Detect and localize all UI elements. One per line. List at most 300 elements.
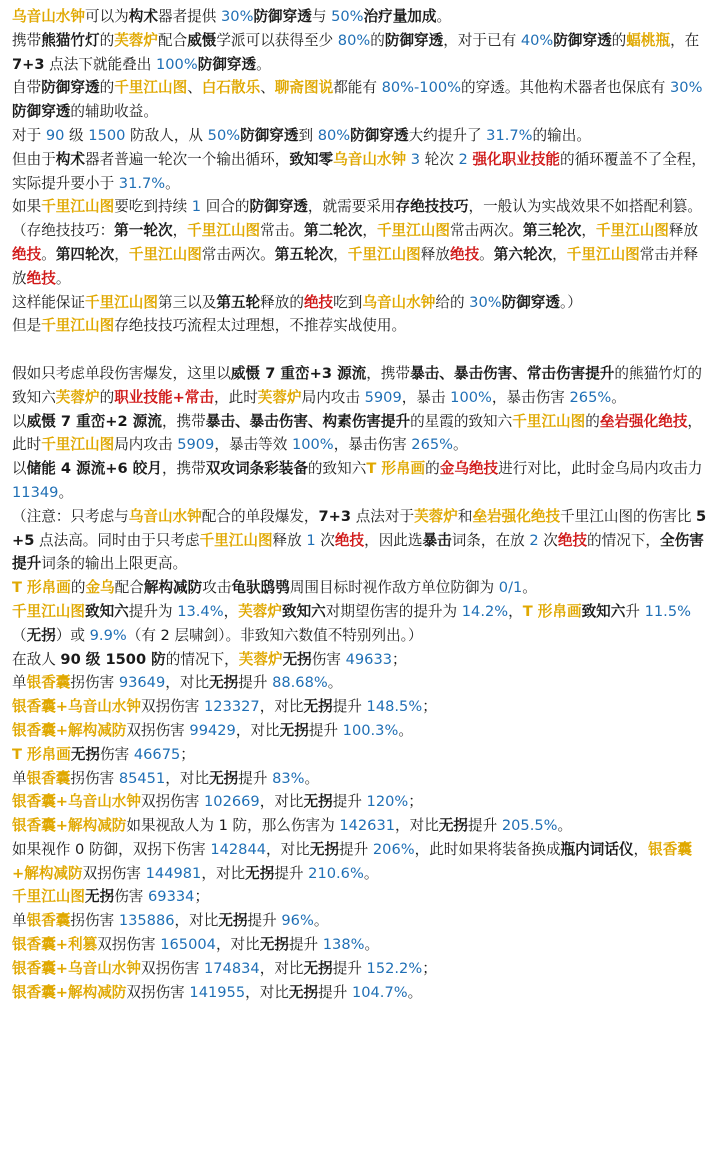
plain-text: 伤害 [311, 650, 346, 668]
number-value: 138% [322, 936, 365, 954]
bold-term: 构术 [128, 8, 158, 25]
bold-term: 全伤害提升 [12, 531, 704, 573]
plain-text: 。 [55, 269, 71, 287]
plain-text: ； [408, 793, 423, 811]
plain-text: ，暴击伤害 [333, 436, 412, 454]
text-line [12, 124, 712, 148]
bold-term: 无拐 [84, 888, 115, 906]
bold-term: 无拐 [259, 936, 289, 954]
plain-text: ，携带 [161, 460, 206, 478]
text-line [12, 362, 712, 410]
item-name: 银香囊+利篡 [12, 936, 98, 954]
plain-text: 假如只考虑单段伤害爆发，这里以 [12, 364, 231, 382]
text-line [12, 981, 712, 1005]
bold-term: 防御穿透 [12, 103, 71, 121]
plain-text: 、 [187, 79, 202, 97]
plain-text: 单 [12, 769, 27, 787]
plain-text: ，对比 [245, 983, 289, 1001]
skill-name: 垒岩强化绝技 [599, 412, 688, 430]
bold-term: 无拐 [438, 817, 469, 835]
plain-text: ，暴击等效 [214, 436, 292, 454]
bold-term: 5+5 [12, 507, 707, 549]
bold-term: 治疗量加成 [363, 8, 437, 25]
plain-text: 常击两次。 [449, 222, 523, 240]
bold-term: 无拐 [279, 721, 309, 739]
bold-term: 第二轮次 [303, 222, 363, 240]
plain-text: 配合的单段爆发， [201, 507, 319, 525]
number-value: 142631 [339, 817, 396, 835]
plain-text: 这样能保证 [12, 293, 85, 311]
plain-text: ，对比 [165, 769, 210, 787]
plain-text: ，就需要采用 [307, 198, 396, 216]
bold-term: 威慑 [187, 31, 217, 49]
text-line [12, 195, 712, 219]
text-line [12, 814, 712, 838]
item-name: 白石散乐 [201, 79, 261, 97]
number-value: 120% [366, 793, 409, 811]
text-line [12, 600, 712, 648]
bold-term: 致知六 [581, 602, 626, 620]
bold-term: 构术 [55, 150, 85, 168]
bold-term: 暴击、暴击伤害、构素伤害提升 [205, 412, 411, 430]
plain-text: 释放 [272, 531, 307, 549]
item-name: 聊斋图说 [274, 79, 334, 97]
plain-text: ， [114, 245, 129, 263]
plain-text: 进行对比，此时金乌局内攻击力 [498, 460, 703, 478]
number-value: 49633 [345, 650, 393, 668]
plain-text: 第三以及 [157, 293, 217, 311]
bold-term: 双攻词条彩装备 [205, 460, 308, 478]
plain-text: 提升 [247, 912, 282, 930]
bold-term: 防御穿透 [501, 293, 560, 311]
plain-text: 提升 [308, 721, 343, 739]
text-line [12, 314, 712, 338]
plain-text: ， [633, 840, 649, 858]
plain-text: 的 [611, 31, 627, 49]
plain-text: ， [333, 245, 348, 263]
bold-term: 无拐 [282, 650, 312, 668]
item-name: 乌音山水钟 [333, 150, 407, 168]
plain-text: ， [581, 222, 596, 240]
plain-text: 的情况下， [165, 650, 239, 668]
blank-line [12, 338, 712, 362]
skill-name: 强化职业技能 [472, 150, 561, 168]
plain-text: ，对于已有 [443, 31, 521, 49]
plain-text: 。 [327, 674, 343, 692]
plain-text: 要吃到持续 [114, 198, 192, 216]
plain-text: 器者普遍一轮次一个输出循环， [85, 150, 290, 168]
number-value: 14.2% [461, 602, 509, 620]
plain-text: 的 [99, 31, 115, 49]
plain-text: 提升 [468, 817, 502, 835]
plain-text: 伤害 [100, 745, 134, 763]
item-name: 千里江山图 [595, 222, 669, 240]
number-value: 1 [306, 531, 316, 549]
number-value: 9.9% [89, 626, 127, 644]
skill-name: 绝技 [334, 531, 365, 549]
plain-text: 学派可以获得至少 [216, 31, 338, 49]
number-value: 144981 [145, 864, 202, 882]
plain-text: 提升 [332, 793, 367, 811]
item-name: 千里江山图 [41, 317, 115, 335]
item-name: T 形帛画 [12, 745, 71, 763]
plain-text: 配合 [114, 579, 144, 597]
bold-term: 龟驮鸱鸮 [231, 579, 290, 597]
item-name: 银香囊 [26, 674, 71, 692]
bold-term: 无拐 [70, 745, 101, 763]
item-name: 千里江山图 [128, 245, 202, 263]
plain-text: 如果视敌人为 1 防，那么伤害为 [126, 817, 340, 835]
plain-text: ，对比 [215, 936, 260, 954]
number-value: 90 [45, 126, 65, 144]
plain-text: 释放 [420, 245, 450, 263]
item-name: 银香囊+解构减防 [12, 817, 127, 835]
plain-text: 提升 [238, 674, 273, 692]
number-value: 11.5% [644, 602, 691, 620]
number-value: 2 [529, 531, 539, 549]
plain-text: 对期望伤害的提升为 [325, 602, 462, 620]
plain-text: 周围目标时视作敌方单位防御为 [289, 579, 499, 597]
number-value: 40% [520, 31, 554, 49]
plain-text: 。 [364, 936, 380, 954]
number-value: 265% [411, 436, 454, 454]
plain-text: 千里江山图的伤害比 [560, 507, 697, 525]
bold-term: 解构减防 [143, 579, 203, 597]
bold-term: 无拐 [245, 864, 275, 882]
plain-text: 的熊猫竹灯的致知六 [12, 364, 702, 406]
text-line [12, 410, 712, 458]
bold-term: 暴击 [422, 531, 452, 549]
plain-text: 拐伤害 [70, 769, 119, 787]
item-name: 金乌 [85, 579, 115, 597]
text-line [12, 767, 712, 791]
number-value: 100.3% [342, 721, 399, 739]
number-value: 85451 [118, 769, 166, 787]
plain-text: 释放 [668, 222, 699, 240]
plain-text: 存绝技技巧流程太过理想，不推荐实战使用。 [114, 317, 407, 335]
plain-text: 次 [538, 531, 558, 549]
item-name: 芙蓉炉 [114, 31, 158, 49]
plain-text: 常击两次。 [201, 245, 275, 263]
plain-text: ，对比 [174, 912, 219, 930]
plain-text: ， [223, 602, 239, 620]
plain-text: ； [392, 650, 407, 668]
plain-text: 提升 [332, 959, 367, 977]
bold-term: 第一轮次 [114, 222, 173, 240]
number-value: 50% [207, 126, 241, 144]
number-value: 11349 [12, 483, 59, 501]
plain-text: （注意：只考虑与 [12, 507, 129, 525]
plain-text: 提升为 [128, 602, 178, 620]
skill-name: 绝技 [303, 293, 334, 311]
plain-text: 提升 [238, 769, 273, 787]
item-name: 芙蓉炉 [238, 650, 283, 668]
plain-text: 常击。 [260, 222, 304, 240]
number-value: 100% [450, 388, 492, 406]
bold-term: 存绝技技巧 [395, 198, 469, 216]
text-line [12, 148, 712, 196]
plain-text: ， [552, 245, 567, 263]
plain-text: 常击并释放 [12, 245, 699, 287]
bold-term: 致知六 [281, 602, 326, 620]
number-value: 135886 [118, 912, 175, 930]
bold-term: 防御穿透 [249, 198, 308, 216]
plain-text: （存绝技技巧： [12, 222, 115, 240]
bold-term: 无拐 [288, 983, 319, 1001]
number-value: 102669 [204, 793, 260, 811]
number-value: 1500 [88, 126, 126, 144]
plain-text: 吃到 [333, 293, 363, 311]
plain-text: 、 [260, 79, 275, 97]
skill-name: 金乌绝技 [439, 460, 499, 478]
plain-text: 。） [560, 293, 582, 311]
plain-text: 的 [425, 460, 440, 478]
item-name: 银香囊+乌音山水钟 [12, 698, 141, 716]
plain-text: ， [508, 602, 523, 620]
plain-text: 双拐伤害 [140, 959, 204, 977]
plain-text: 以 [12, 412, 27, 430]
item-name: 银香囊+乌音山水钟 [12, 959, 141, 977]
text-line [12, 743, 712, 767]
item-name: 千里江山图 [41, 198, 115, 216]
plain-text: 防敌人，从 [125, 126, 208, 144]
plain-text: 双拐伤害 [97, 936, 161, 954]
skill-name: 职业技能+常击 [114, 388, 214, 406]
plain-text: 的输出。 [532, 126, 591, 144]
plain-text: 单 [12, 912, 27, 930]
skill-name: 绝技 [26, 269, 56, 287]
plain-text: 提升 [274, 864, 309, 882]
plain-text: 回合的 [201, 198, 250, 216]
plain-text: 局内攻击 [114, 436, 178, 454]
plain-text: 的 [99, 79, 115, 97]
plain-text: 点法高。同时由于只考虑 [34, 531, 200, 549]
bold-term: 致知六 [84, 602, 129, 620]
bold-term: 致知零 [289, 150, 334, 168]
plain-text: 但由于 [12, 150, 56, 168]
item-name: T 形帛画 [522, 602, 582, 620]
number-value: 2 [458, 150, 468, 168]
number-value: 96% [281, 912, 314, 930]
bold-term: 储能 4 源流+6 皎月 [26, 460, 162, 478]
item-name: 千里江山图 [376, 222, 450, 240]
number-value: 93649 [118, 674, 166, 692]
plain-text: 轮次 [420, 150, 459, 168]
number-value: 104.7% [351, 983, 408, 1001]
plain-text: ，因此选 [364, 531, 423, 549]
plain-text: ，暴击伤害 [491, 388, 570, 406]
plain-text: 。 [522, 579, 537, 597]
item-name: 银香囊+乌音山水钟 [12, 793, 141, 811]
bold-term: 熊猫竹灯 [41, 31, 100, 49]
skill-name: 绝技 [449, 245, 480, 263]
plain-text: 。 [313, 912, 329, 930]
bold-term: 瓶内词话仪 [560, 840, 634, 858]
plain-text: 双拐伤害 [126, 983, 190, 1001]
text-line [12, 457, 712, 505]
plain-text: 如果视作 0 防御，双拐下伤害 [12, 840, 211, 858]
bold-term: 7+3 [12, 55, 45, 73]
plain-text: ； [180, 745, 195, 763]
text-line [12, 671, 712, 695]
plain-text: 大约提升了 [408, 126, 487, 144]
text-line [12, 719, 712, 743]
item-name: 千里江山图 [566, 245, 640, 263]
text-line [12, 885, 712, 909]
plain-text: 如果 [12, 198, 42, 216]
text-line [12, 76, 712, 124]
bold-term: 第三轮次 [522, 222, 582, 240]
bold-term: 无拐 [309, 840, 340, 858]
plain-text: ，对比 [165, 674, 210, 692]
item-name: 银香囊+解构减防 [12, 840, 692, 882]
bold-term: 无拐 [218, 912, 248, 930]
item-name: 千里江山图 [347, 245, 421, 263]
plain-text: ，对比 [259, 959, 304, 977]
number-value: 88.68% [272, 674, 328, 692]
plain-text: 双拐伤害 [140, 793, 204, 811]
plain-text: 携带 [12, 31, 42, 49]
item-name: 银香囊 [26, 769, 71, 787]
text-line [12, 291, 712, 315]
skill-name: 绝技 [557, 531, 588, 549]
plain-text: 拐伤害 [70, 912, 119, 930]
item-name: 千里江山图 [199, 531, 273, 549]
number-value: 148.5% [366, 698, 423, 716]
bold-term: 无拐 [303, 959, 333, 977]
plain-text: 提升 [332, 698, 367, 716]
item-name: 芙蓉炉 [55, 388, 100, 406]
item-name: 千里江山图 [84, 293, 158, 311]
text-line [12, 29, 712, 77]
item-name: T 形帛画 [12, 579, 71, 597]
plain-text: 在敌人 [12, 650, 61, 668]
item-name: 银香囊 [26, 912, 71, 930]
number-value: 0/1 [498, 579, 523, 597]
plain-text: 的 [370, 31, 385, 49]
plain-text: 次 [315, 531, 335, 549]
bold-term: 威慑 7 重峦+3 源流 [230, 364, 367, 382]
bold-term: 防御穿透 [41, 79, 100, 97]
bold-term: 威慑 7 重峦+2 源流 [26, 412, 162, 430]
item-name: 乌音山水钟 [12, 8, 85, 25]
item-name: 千里江山图 [512, 412, 586, 430]
plain-text: 。 [407, 983, 423, 1001]
bold-term: 无拐 [209, 769, 239, 787]
plain-text: 的情况下， [587, 531, 661, 549]
plain-text: 局内攻击 [301, 388, 365, 406]
number-value: 265% [569, 388, 612, 406]
number-value: 3 [410, 150, 421, 168]
plain-text: 的 [99, 388, 115, 406]
number-value: 152.2% [366, 959, 423, 977]
bold-term: 无拐 [303, 793, 333, 811]
plain-text: 的 [585, 412, 600, 430]
number-value: 50% [331, 8, 364, 25]
plain-text: 给的 [435, 293, 470, 311]
item-name: 千里江山图 [12, 888, 85, 906]
number-value: 205.5% [501, 817, 558, 835]
bold-term: 无拐 [26, 626, 56, 644]
plain-text: （ [12, 626, 27, 644]
plain-text: ， [362, 222, 377, 240]
plain-text: 点法下就能叠出 [44, 55, 156, 73]
plain-text: 伤害 [114, 888, 149, 906]
plain-text: ，此时 [12, 412, 703, 454]
number-value: 123327 [204, 698, 260, 716]
plain-text: 到 [298, 126, 318, 144]
plain-text: 升 [625, 602, 645, 620]
number-value: 210.6% [308, 864, 364, 882]
plain-text: 的 [70, 579, 86, 597]
plain-text: 级 [64, 126, 89, 144]
bold-term: 第四轮次 [55, 245, 115, 263]
plain-text: 配合 [158, 31, 188, 49]
plain-text: 器者提供 [157, 8, 221, 25]
plain-text: 。 [436, 8, 452, 25]
plain-text: ，携带 [161, 412, 206, 430]
text-line [12, 933, 712, 957]
plain-text: 。 [58, 483, 74, 501]
plain-text: 。 [41, 245, 56, 263]
plain-text: 。 [453, 436, 468, 454]
item-name: T 形帛画 [366, 460, 426, 478]
plain-text: ，在 [670, 31, 700, 49]
text-line [12, 790, 712, 814]
plain-text: ，一般认为实战效果不如搭配利篡。 [468, 198, 702, 216]
item-name: 银香囊+解构减防 [12, 983, 127, 1001]
bold-term: 第五轮次 [274, 245, 334, 263]
number-value: 30% [670, 79, 703, 97]
number-value: 46675 [133, 745, 181, 763]
bold-term: 第五轮 [216, 293, 261, 311]
plain-text: 词条，在放 [451, 531, 530, 549]
bold-term: 第六轮次 [493, 245, 553, 263]
number-value: 142844 [210, 840, 267, 858]
text-line [12, 648, 712, 672]
number-value: 141955 [189, 983, 246, 1001]
number-value: 5909 [364, 388, 402, 406]
plain-text: 提升 [339, 840, 373, 858]
number-value: 30% [221, 8, 254, 25]
plain-text: 可以为 [84, 8, 129, 25]
bold-term: 无拐 [303, 698, 333, 716]
text-line [12, 909, 712, 933]
plain-text: 。 [611, 388, 626, 406]
number-value: 206% [372, 840, 415, 858]
plain-text: （有 2 层啸剑）。非致知六数值不特别列出。） [126, 626, 423, 644]
text-line [12, 957, 712, 981]
number-value: 13.4% [177, 602, 224, 620]
plain-text: ，对比 [201, 864, 246, 882]
number-value: 100% [291, 436, 334, 454]
plain-text: ，对比 [235, 721, 280, 739]
plain-text: ； [194, 888, 210, 906]
plain-text: ； [422, 959, 437, 977]
plain-text: 的星霞的致知六 [410, 412, 513, 430]
plain-text: 释放的 [260, 293, 304, 311]
plain-text: 提升 [288, 936, 323, 954]
text-line [12, 505, 712, 576]
plain-text: 都能有 [333, 79, 382, 97]
plain-text: ，暴击 [401, 388, 451, 406]
number-value: 80%-100% [381, 79, 462, 97]
item-name: 乌音山水钟 [128, 507, 202, 525]
number-value: 30% [469, 293, 502, 311]
plain-text: 。 [256, 55, 271, 73]
plain-text: ； [422, 698, 437, 716]
number-value: 80% [317, 126, 351, 144]
